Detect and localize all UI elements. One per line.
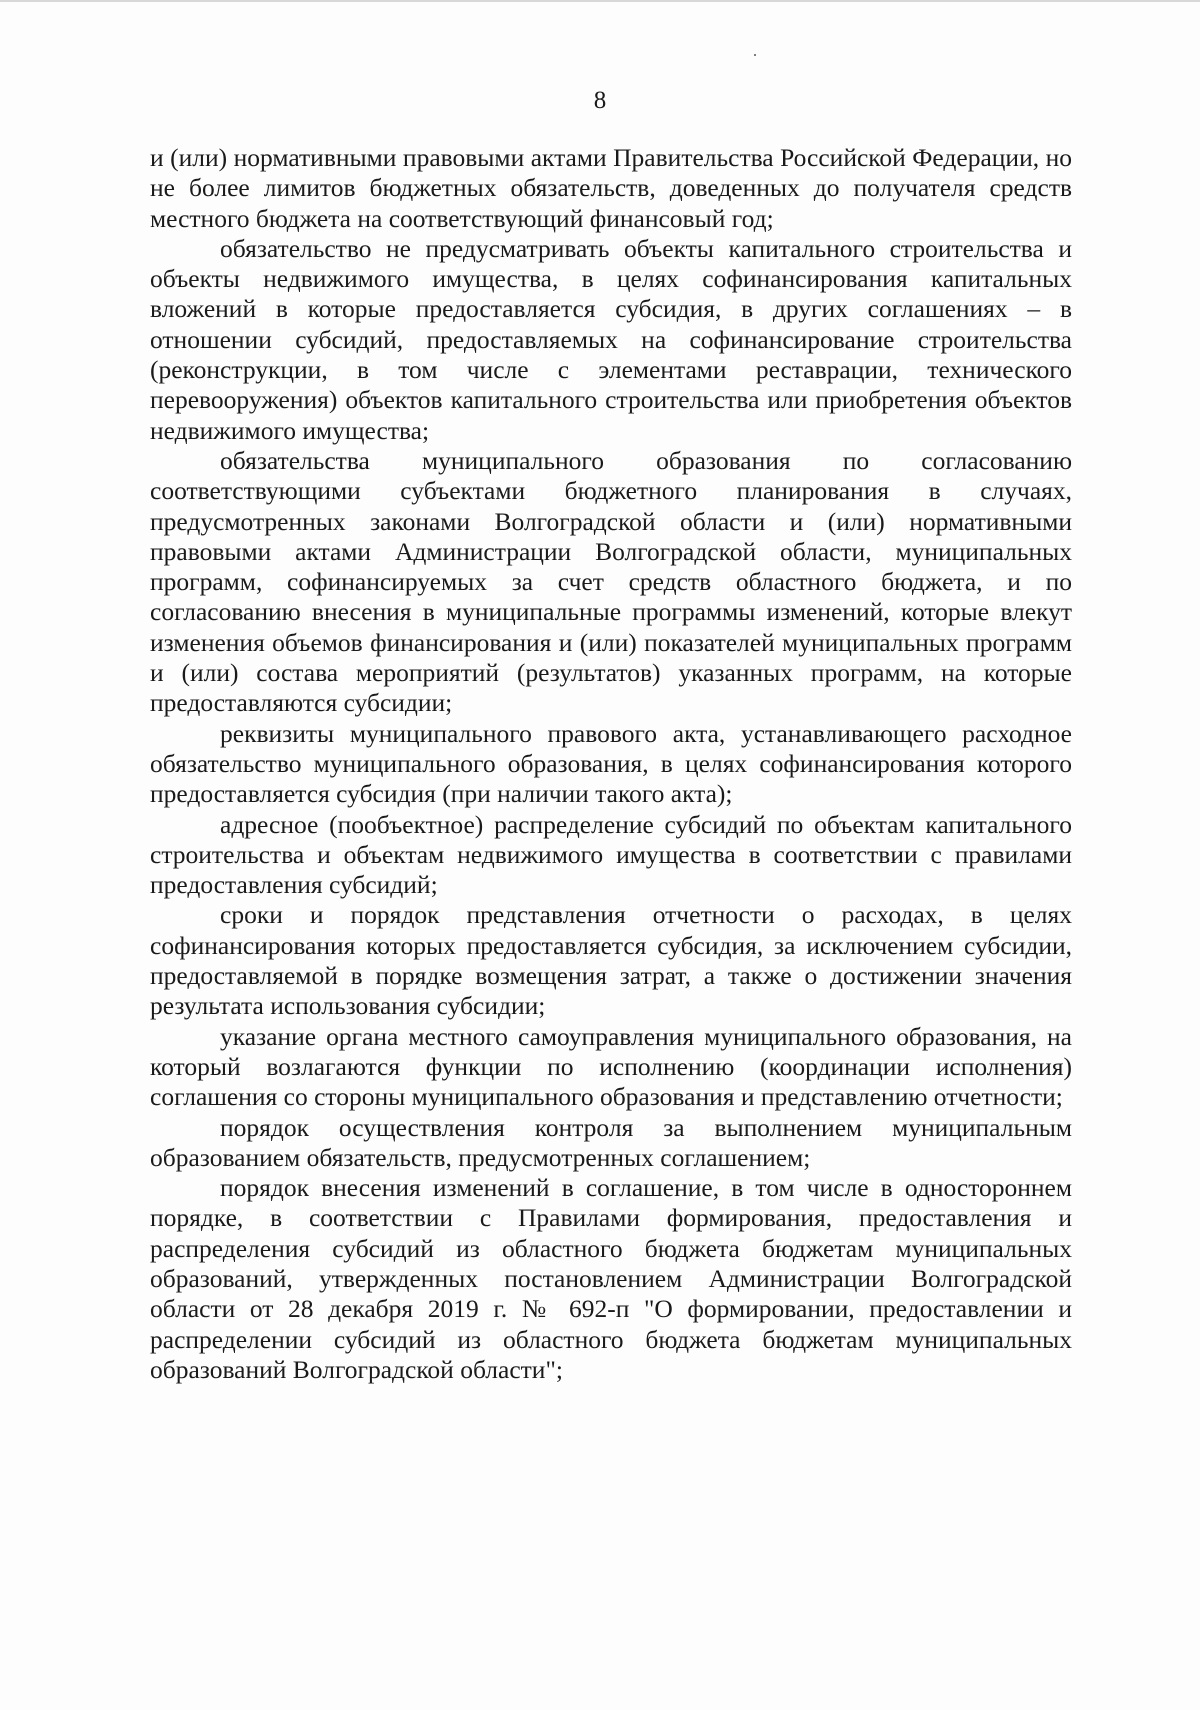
paragraph-control-procedure: порядок осуществления контроля за выполнением муниципальным образованием обязательств, предусмотренных соглашением; bbox=[150, 1112, 1072, 1172]
paragraph-capital-objects-obligation: обязательство не предусматривать объекты капитального строительства и объекты недвижимого имущества, в целях софинансирования капитальных вложений в которые предоставляется субсидия, в других соглашениях – в отношении субсидий, предоставляемых на софинансирование строительства (реконструкции, в том числе с элементами реставрации, технического перевооружения) объектов капитального строительства или приобретения объектов недвижимого имущества; bbox=[150, 233, 1072, 445]
scan-top-edge bbox=[0, 0, 1200, 2]
paragraph-amendment-procedure: порядок внесения изменений в соглашение, в том числе в одностороннем порядке, в соответствии с Правилами формирования, предоставления и распределения субсидий из областного бюджета бюджетам муниципальных образований, утвержденных постановлением Администрации Волгоградской области от 28 декабря 2019 г. № 692-п "О формировании, предоставлении и распределении субсидий из областного бюджета бюджетам муниципальных образований Волгоградской области"; bbox=[150, 1173, 1072, 1384]
paragraph-address-distribution: адресное (пообъектное) распределение субсидий по объектам капитального строительства и объектам недвижимого имущества в соответствии с правилами предоставления субсидий; bbox=[150, 809, 1072, 900]
page-number: 8 bbox=[593, 87, 607, 114]
scan-speck bbox=[754, 54, 756, 56]
paragraph-continuation: и (или) нормативными правовыми актами Правительства Российской Федерации, но не более лимитов бюджетных обязательств, доведенных до получателя средств местного бюджета на соответствующий финансовый год; bbox=[150, 143, 1072, 233]
paragraph-responsible-authority: указание органа местного самоуправления муниципального образования, на который возлагаются функции по исполнению (координации исполнения) соглашения со стороны муниципального образования и представлению отчетности; bbox=[150, 1021, 1072, 1112]
paragraph-reporting-terms: сроки и порядок представления отчетности о расходах, в целях софинансирования которых предоставляется субсидия, за исключением субсидии, предоставляемой в порядке возмещения затрат, а также о достижении значения результата использования субсидии; bbox=[150, 900, 1072, 1021]
paragraph-legal-act-details: реквизиты муниципального правового акта, устанавливающего расходное обязательство муниципального образования, в целях софинансирования которого предоставляется субсидия (при наличии такого акта); bbox=[150, 718, 1072, 809]
paragraph-program-approval-obligation: обязательства муниципального образования по согласованию соответствующими субъектами бюджетного планирования в случаях, предусмотренных законами Волгоградской области и (или) нормативными правовыми актами Администрации Волгоградской области, муниципальных программ, софинансируемых за счет средств областного бюджета, и по согласованию внесения в муниципальные программы изменений, которые влекут изменения объемов финансирования и (или) показателей муниципальных программ и (или) состава мероприятий (результатов) указанных программ, на которые предоставляются субсидии; bbox=[150, 445, 1072, 718]
document-body bbox=[150, 143, 1072, 1385]
